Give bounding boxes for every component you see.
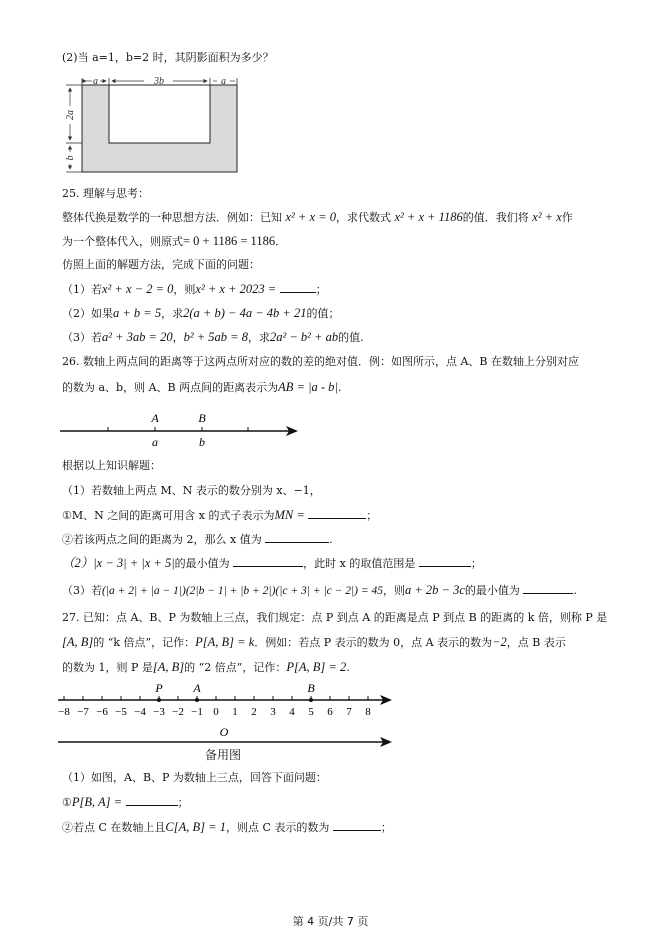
point-A-label: A xyxy=(151,411,159,425)
shaded-figure xyxy=(60,72,240,178)
dim-b-left: b xyxy=(65,155,76,161)
tick-label: −8 xyxy=(58,706,70,718)
q27-line2: [A, B]的 “k 倍点”，记作：P[A, B] = k．例如：若点 P 表示的数为 0，点 A 表示的数为−2，点 B 表示 xyxy=(62,635,566,649)
answer-blank[interactable] xyxy=(265,532,329,543)
tick-label: −5 xyxy=(115,706,127,718)
answer-blank[interactable] xyxy=(333,820,381,831)
answer-blank[interactable] xyxy=(523,583,573,594)
q25-title: 25. 理解与思考： xyxy=(62,187,149,200)
tick-label: −2 xyxy=(172,706,184,718)
spare-figure-caption: 备用图 xyxy=(205,748,242,762)
q27-line1: 27. 已知：点 A、B、P 为数轴上三点，我们规定：点 P 到点 A 的距离是点 P 到点 B 的距离的 k 倍，则称 P 是 xyxy=(62,611,608,624)
value-b-label: b xyxy=(199,435,205,449)
tick-label: 4 xyxy=(289,706,295,718)
q27-number-line xyxy=(54,682,399,722)
value-a-label: a xyxy=(152,435,158,449)
page-footer: 第 4 页/共 7 页 xyxy=(292,915,369,928)
dim-a-top-left: a xyxy=(93,76,98,87)
q26-part1-i: ①M、N 之间的距离可用含 x 的式子表示为MN = ； xyxy=(62,508,378,522)
q25-part2: （2）如果a + b = 5，求2(a + b) − 4a − 4b + 21的值； xyxy=(62,306,340,320)
tick-label: 7 xyxy=(346,706,352,718)
q25-intro-line2: 为一个整体代入，则原式= 0 + 1186 = 1186． xyxy=(62,234,287,248)
tick-label: 3 xyxy=(270,706,276,718)
q26-part1: （1）若数轴上两点 M、N 表示的数分别为 x、−1， xyxy=(62,484,321,497)
tick-label: 6 xyxy=(327,706,333,718)
answer-blank[interactable] xyxy=(308,508,366,519)
tick-label: 2 xyxy=(251,706,257,718)
q26-number-line xyxy=(58,405,303,451)
q27-part1-ii: ②若点 C 在数轴上且C[A, B] = 1，则点 C 表示的数为 ； xyxy=(62,820,392,834)
answer-blank[interactable] xyxy=(280,282,316,293)
point-B-label: B xyxy=(307,682,315,695)
tick-label: −7 xyxy=(77,706,89,718)
point-A-dot xyxy=(195,698,199,702)
point-B-dot xyxy=(309,698,313,702)
tick-label: 8 xyxy=(365,706,371,718)
q25-instruction: 仿照上面的解题方法，完成下面的问题： xyxy=(62,258,260,271)
answer-blank[interactable] xyxy=(419,556,471,567)
answer-blank[interactable] xyxy=(126,795,178,806)
q25-part3: （3）若a² + 3ab = 20，b² + 5ab = 8，求2a² − b² + ab的值. xyxy=(62,330,364,344)
tick-label: 5 xyxy=(308,706,314,718)
tick-label: −1 xyxy=(191,706,203,718)
tick-label: −4 xyxy=(134,706,146,718)
tick-label: −6 xyxy=(96,706,108,718)
q25-part1: （1）若x² + x − 2 = 0，则x² + x + 2023 = ； xyxy=(62,282,327,296)
origin-label: O xyxy=(219,725,229,739)
q26-part2: （2）|x − 3| + |x + 5|的最小值为 ，此时 x 的取值范围是 ； xyxy=(62,556,482,570)
point-P-label: P xyxy=(155,682,163,695)
answer-blank[interactable] xyxy=(233,556,303,567)
q25-intro-line1: 整体代换是数学的一种思想方法．例如：已知 x² + x = 0，求代数式 x² + x + 1186的值．我们将 x² + x作 xyxy=(62,210,573,224)
q26-line1: 26. 数轴上两点间的距离等于这两点所对应的数的差的绝对值．例：如图所示，点 A、B 在数轴上分别对应 xyxy=(62,355,580,368)
q24-part2: (2)当 a=1，b=2 时，其阴影面积为多少？ xyxy=(62,51,274,64)
point-B-label: B xyxy=(198,411,206,425)
q27-line3: 的数为 1，则 P 是[A, B]的 “2 倍点”，记作：P[A, B] = 2. xyxy=(62,660,350,674)
tick-label: −3 xyxy=(153,706,165,718)
point-A-label: A xyxy=(193,682,201,695)
point-P-dot xyxy=(157,698,161,702)
q26-lead: 根据以上知识解题： xyxy=(62,459,161,472)
q27-part1: （1）如图，A、B、P 为数轴上三点，回答下面问题： xyxy=(62,771,327,784)
inner-white-rect xyxy=(109,85,210,143)
q26-line2: 的数为 a、b，则 A、B 两点间的距离表示为AB = |a - b|. xyxy=(62,380,342,394)
tick-label: 0 xyxy=(213,706,219,718)
dim-3b: 3b xyxy=(154,76,164,87)
q26-part3: （3）若(|a + 2| + |a − 1|)(2|b − 1| + |b + 2|)(|c + 3| + |c − 2|) = 45，则a + 2b − 3c的最小值为 . xyxy=(62,583,577,597)
q26-part1-ii: ②若该两点之间的距离为 2，那么 x 值为 . xyxy=(62,533,333,546)
q27-part1-i: ①P[B, A] = ； xyxy=(62,795,189,809)
tick-label: 1 xyxy=(232,706,238,718)
dim-2a: 2a xyxy=(65,110,76,120)
dim-a-top-right: a xyxy=(221,76,226,87)
